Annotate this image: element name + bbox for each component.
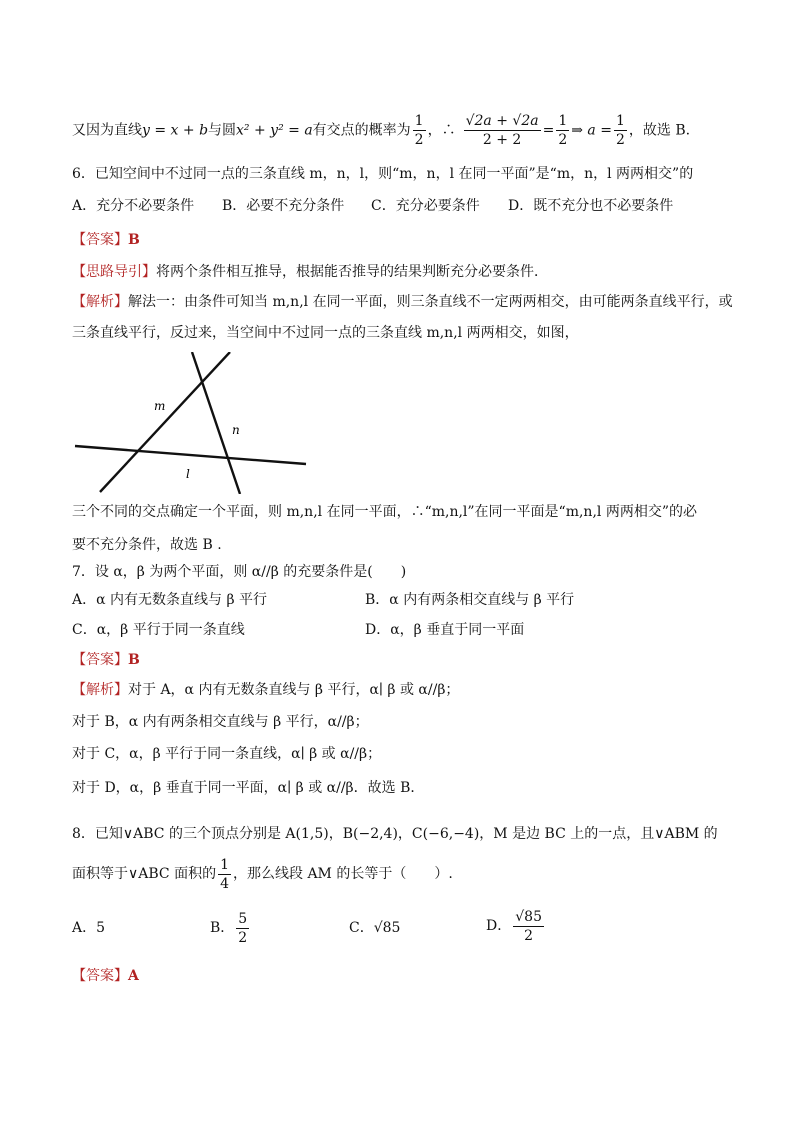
q8-stem-line-1: 8．已知∨ABC 的三个顶点分别是 A(1,5)，B(−2,4)，C(−6,−4)，M 是边 BC 上的一点，且∨ABM 的: [72, 826, 718, 842]
q7-analysis-line-3: 对于 C，α，β 平行于同一条直线，α∣ β 或 α//β；: [72, 746, 382, 762]
q8-option-d: [486, 906, 546, 946]
q8-option-b: [210, 908, 251, 948]
line-l: [75, 446, 306, 464]
fraction: $\frac{1}{4}$: [220, 856, 229, 892]
q6-option-d: D．既不充分也不必要条件: [508, 198, 674, 214]
option-label: D．: [486, 918, 512, 934]
option-label: B．: [210, 920, 235, 936]
q7-option-b: B．α 内有两条相交直线与 β 平行: [365, 592, 575, 608]
q7-answer: [72, 650, 140, 670]
q6-option-c: C．充分必要条件: [371, 198, 480, 214]
q7-option-a: A．α 内有无数条直线与 β 平行: [72, 592, 268, 608]
therefore: ，∴: [427, 122, 456, 139]
answer-tag: 【答案】: [72, 968, 128, 984]
q8-stem-line-2: [72, 854, 453, 894]
q7-analysis-line-2: 对于 B，α 内有两条相交直线与 β 平行，α//β；: [72, 714, 369, 730]
label-n: n: [232, 423, 240, 437]
analysis-tag: 【解析】: [72, 294, 128, 310]
implies: ⇒ a =: [571, 122, 612, 139]
q7-stem: 7．设 α，β 为两个平面，则 α//β 的充要条件是( ): [72, 564, 407, 580]
three-lines-figure: [72, 352, 312, 494]
answer-value: A: [128, 968, 139, 984]
analysis-tag: 【解析】: [72, 682, 128, 698]
line-equation: y = x + b: [142, 122, 209, 139]
option-value: √85: [373, 920, 401, 936]
q7-option-c: C．α，β 平行于同一条直线: [72, 622, 245, 638]
q6-guide: [72, 262, 548, 282]
q6-conclusion-line-2: 要不充分条件，故选 B .: [72, 537, 222, 553]
text: 又因为直线: [72, 122, 142, 139]
q6-analysis-line-1: [72, 292, 733, 312]
analysis-text: 解法一：由条件可知当 m,n,l 在同一平面，则三条直线不一定两两相交，由可能两条直线平行，或: [128, 294, 733, 310]
q8-option-c: [349, 918, 400, 938]
q8-answer: [72, 966, 139, 986]
fraction: $\frac{5}{2}$: [238, 910, 248, 946]
answer-tag: 【答案】: [72, 652, 128, 668]
q8-option-a: A．5: [72, 920, 106, 936]
line-m: [100, 352, 230, 492]
label-m: m: [154, 399, 166, 413]
text: 面积等于∨ABC 面积的: [72, 866, 217, 882]
fraction: $\frac{1}{2}$: [558, 113, 568, 148]
equals: =: [542, 122, 555, 139]
text: 与圆: [208, 122, 237, 139]
q6-option-b: B．必要不充分条件: [222, 198, 345, 214]
answer-value: B: [128, 652, 140, 668]
fraction: $\frac{√2a + √2a}{2 + 2}$: [465, 113, 539, 148]
q5-conclusion: [72, 112, 690, 149]
circle-equation: x² + y² = a: [236, 122, 313, 139]
option-label: C．: [349, 920, 374, 936]
q7-analysis-line-1: [72, 680, 459, 700]
answer-value: B: [128, 232, 140, 248]
q6-option-a: A．充分不必要条件: [72, 198, 195, 214]
answer-tag: 【答案】: [72, 232, 128, 248]
text: 有交点的概率为: [312, 122, 411, 139]
guide-text: 将两个条件相互推导，根据能否推导的结果判断充分必要条件．: [156, 264, 548, 280]
q6-answer: [72, 230, 140, 250]
q7-analysis-line-4: 对于 D，α，β 垂直于同一平面，α∣ β 或 α//β．故选 B．: [72, 780, 425, 796]
label-l: l: [186, 467, 190, 481]
q6-conclusion-line-1: 三个不同的交点确定一个平面，则 m,n,l 在同一平面，∴“m,n,l”在同一平面是“m,n,l 两两相交”的必: [72, 504, 697, 520]
q6-stem: 6．已知空间中不过同一点的三条直线 m，n，l，则“m，n，l 在同一平面”是“m，n，l 两两相交”的: [72, 166, 694, 182]
text: ，故选 B.: [628, 122, 691, 139]
q6-analysis-line-2: 三条直线平行，反过来，当空间中不过同一点的三条直线 m,n,l 两两相交，如图，: [72, 325, 579, 341]
fraction: $\frac{1}{2}$: [414, 113, 424, 148]
fraction: $\frac{√85}{2}$: [515, 908, 542, 944]
fraction: $\frac{1}{2}$: [615, 113, 625, 148]
analysis-text: 对于 A，α 内有无数条直线与 β 平行，α∣ β 或 α//β；: [128, 682, 460, 698]
q7-option-d: D．α，β 垂直于同一平面: [365, 622, 525, 638]
guide-tag: 【思路导引】: [72, 264, 156, 280]
text: ，那么线段 AM 的长等于（ ）.: [233, 866, 453, 882]
